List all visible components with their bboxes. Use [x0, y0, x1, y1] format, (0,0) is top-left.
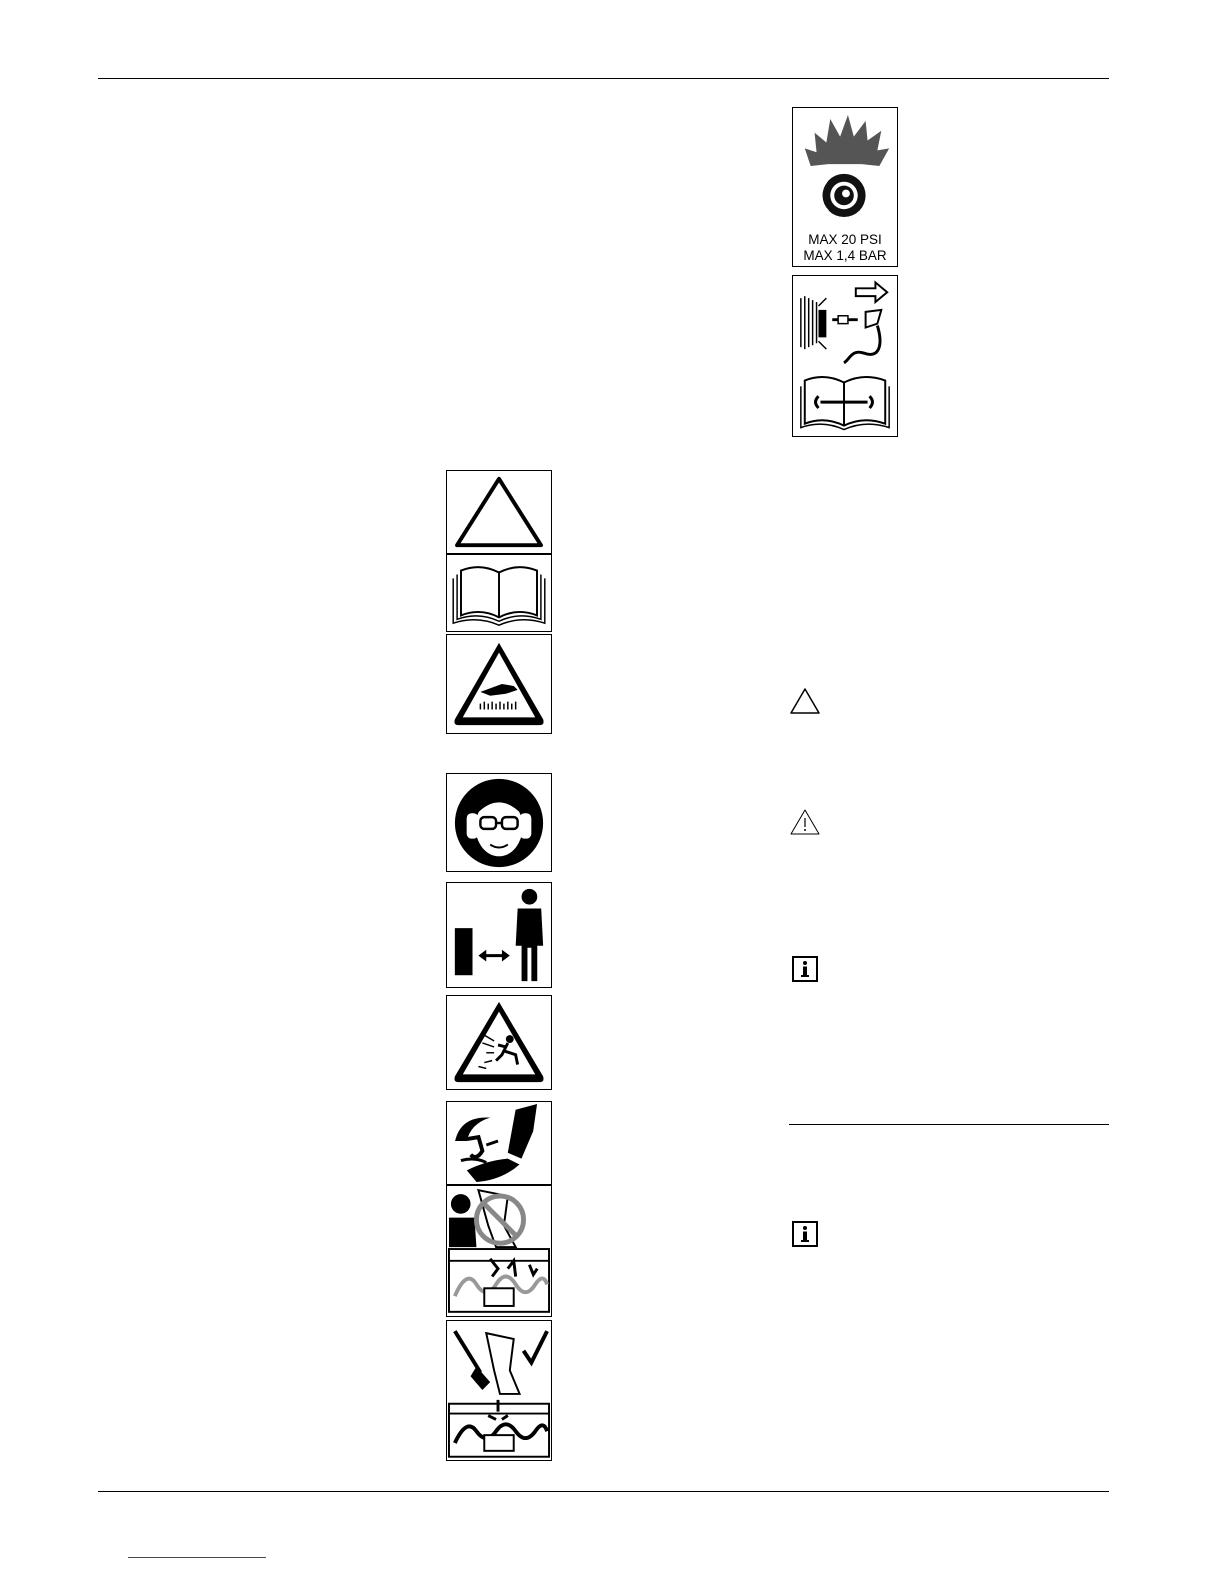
danger-symbol	[789, 687, 821, 715]
tire-pressure-psi: MAX 20 PSI	[808, 232, 882, 247]
service-decal	[792, 275, 898, 437]
info-symbol-2	[792, 1221, 818, 1247]
thrown-objects-icon	[447, 996, 551, 1089]
warning-triangle-icon	[789, 687, 821, 715]
keep-distance-icon	[447, 883, 551, 987]
tire-pressure-decal	[792, 107, 898, 267]
clearing-tool-decal	[446, 1320, 552, 1461]
info-icon	[792, 1221, 818, 1247]
eye-ear-protection-icon	[447, 774, 551, 871]
info-icon	[792, 956, 818, 982]
thrown-objects-decal	[446, 995, 552, 1090]
exploding-tire-icon	[793, 108, 897, 228]
clearing-tool-icon	[447, 1321, 551, 1460]
no-hands-in-chute-icon	[447, 1186, 551, 1316]
hot-surface-decal	[446, 634, 552, 734]
tire-pressure-bar: MAX 1,4 BAR	[803, 248, 887, 263]
hand-cut-decal	[446, 1101, 552, 1185]
footer-rule	[98, 1491, 1109, 1492]
spark-plug-disconnect-icon	[793, 276, 897, 436]
eye-ear-protection-decal	[446, 773, 552, 872]
caution-exclamation-icon	[789, 808, 821, 836]
read-manual-icon	[447, 555, 551, 631]
no-hands-in-chute-decal	[446, 1185, 552, 1317]
caution-symbol	[789, 808, 821, 836]
read-manual-decal	[446, 554, 552, 632]
keep-distance-decal	[446, 882, 552, 988]
header-rule	[98, 78, 1109, 79]
footer-link-underline[interactable]	[128, 1557, 266, 1558]
section-divider	[789, 1124, 1109, 1125]
hot-surface-icon	[447, 635, 551, 733]
hand-cut-icon	[447, 1102, 551, 1184]
warning-triangle-icon	[447, 471, 551, 553]
info-symbol-1	[792, 956, 818, 982]
warning-triangle-decal	[446, 470, 552, 554]
